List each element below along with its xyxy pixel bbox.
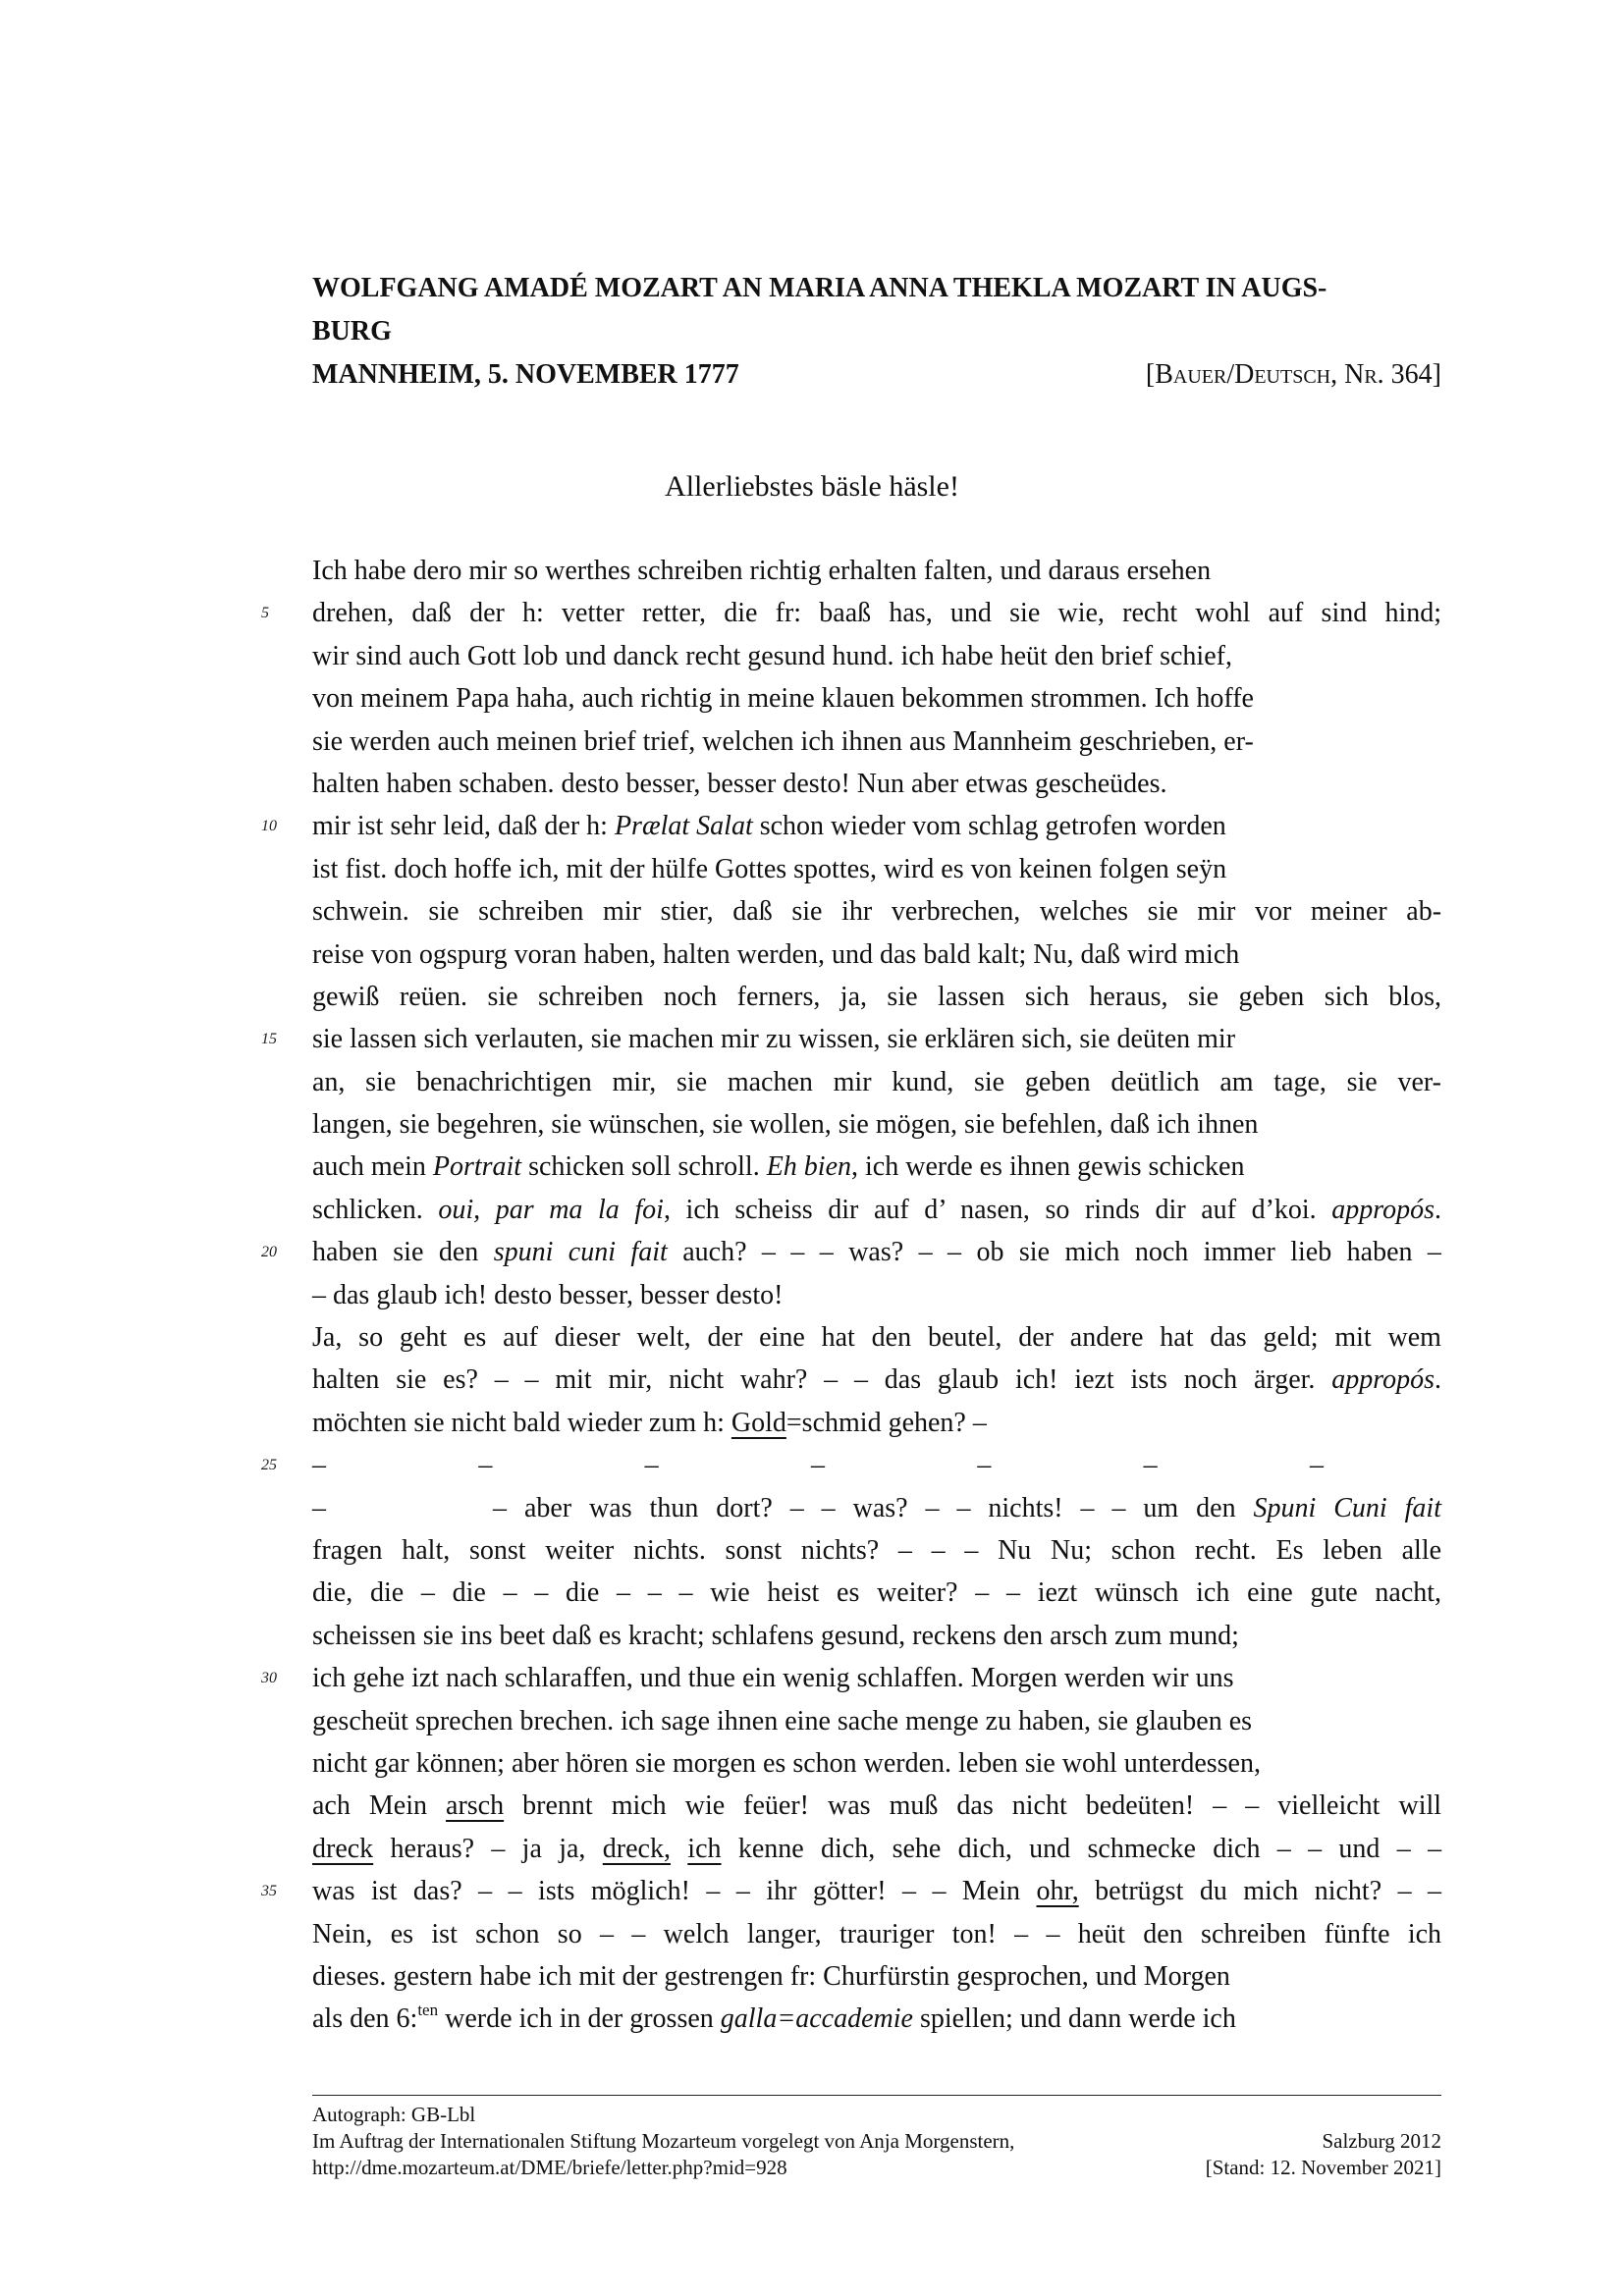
line-text: haben sie den bbox=[312, 1237, 494, 1268]
line-text: gewiß reüen. sie schreiben noch ferners, ja, sie lassen sich heraus, sie geben sich blos, bbox=[312, 981, 1441, 1012]
line-number: 15 bbox=[261, 1031, 277, 1048]
commission-note: Im Auftrag der Internationalen Stiftung Mozarteum vorgelegt von Anja Morgenstern, bbox=[312, 2129, 1015, 2153]
url-row bbox=[312, 2155, 1441, 2181]
text-line bbox=[312, 1785, 1441, 1827]
line-text: die, die – die – – die – – – wie heist es weiter? – – iezt wünsch ich eine gute nacht, bbox=[312, 1577, 1442, 1609]
line-text: dieses. gestern habe ich mit der gestrengen fr: Churfürstin gesprochen, und Morgen bbox=[312, 1960, 1230, 1992]
dash: – bbox=[644, 1450, 659, 1481]
line-text: Ich habe dero mir so werthes schreiben richtig erhalten falten, und daraus ersehen bbox=[312, 556, 1212, 586]
text-line bbox=[312, 1487, 1441, 1529]
italic-text: oui, par ma la foi bbox=[438, 1194, 664, 1225]
line-text: Nein, es ist schon so – – welch langer, trauriger ton! – – heüt den schreiben fünfte ich bbox=[312, 1918, 1442, 1949]
text-line bbox=[261, 1870, 1442, 1912]
text-line bbox=[312, 1189, 1441, 1231]
line-content bbox=[312, 890, 1441, 933]
line-content bbox=[312, 1870, 1441, 1912]
line-content bbox=[312, 1487, 1441, 1529]
commission-row bbox=[312, 2128, 1441, 2155]
text-line bbox=[312, 1615, 1441, 1657]
line-content bbox=[312, 1529, 1441, 1572]
text-line bbox=[312, 1402, 1441, 1444]
line-text: nicht gar können; aber hören sie morgen es schon werden. leben sie wohl unterdessen, bbox=[312, 1747, 1261, 1779]
line-text: fragen halt, sonst weiter nichts. sonst nichts? – – – Nu Nu; schon recht. Es leben alle bbox=[312, 1534, 1442, 1566]
letter-meta bbox=[312, 353, 1441, 397]
underlined-text: dreck, bbox=[602, 1833, 671, 1864]
line-text: halten haben schaben. desto besser, besser desto! Nun aber etwas gescheüdes. bbox=[312, 768, 1167, 799]
autograph-note: Autograph: GB-Lbl bbox=[312, 2103, 476, 2126]
line-text: als den 6: bbox=[312, 2003, 418, 2035]
line-text: brennt mich wie feüer! was muß das nicht bedeüten! – – vielleicht will bbox=[504, 1790, 1442, 1822]
line-text: wir sind auch Gott lob und danck recht gesund hund. ich habe heüt den brief schief, bbox=[312, 640, 1232, 671]
line-text: kenne dich, sehe dich, und schmecke dich – – und – – bbox=[721, 1833, 1442, 1864]
text-line bbox=[312, 1274, 1441, 1316]
text-line bbox=[312, 1955, 1441, 1998]
text-line bbox=[261, 1657, 1441, 1699]
line-text: ich gehe izt nach schlaraffen, und thue ein wenig schlaffen. Morgen werden wir uns bbox=[312, 1663, 1234, 1694]
line-content bbox=[312, 1742, 1261, 1785]
line-content bbox=[312, 1231, 1441, 1273]
text-line bbox=[261, 592, 1442, 634]
line-content bbox=[312, 677, 1254, 720]
dash: – bbox=[1309, 1450, 1324, 1481]
line-content bbox=[312, 1615, 1239, 1657]
letter-title-line-1: WOLFGANG AMADÉ MOZART AN MARIA ANNA THEKLA MOZART IN AUGS- bbox=[312, 273, 1327, 303]
line-text: spiellen; und dann werde ich bbox=[912, 2003, 1236, 2035]
place-year: Salzburg 2012 bbox=[1322, 2129, 1441, 2153]
underlined-text: ohr, bbox=[1036, 1876, 1079, 1907]
dash: – bbox=[312, 1450, 326, 1481]
source-url[interactable]: http://dme.mozarteum.at/DME/briefe/letter.php?mid=928 bbox=[312, 2156, 787, 2179]
line-content bbox=[312, 976, 1441, 1018]
line-content bbox=[312, 550, 1211, 592]
text-line bbox=[261, 1231, 1441, 1273]
line-content bbox=[312, 1955, 1230, 1998]
italic-text: Eh bien bbox=[766, 1151, 852, 1183]
line-content bbox=[312, 1316, 1441, 1359]
line-text: . bbox=[1435, 1364, 1441, 1396]
italic-text: appropós bbox=[1331, 1364, 1435, 1396]
line-content bbox=[312, 721, 1254, 763]
text-line bbox=[312, 677, 1441, 720]
text-line bbox=[312, 976, 1441, 1018]
dash: – bbox=[977, 1450, 992, 1481]
line-number: 30 bbox=[261, 1670, 277, 1687]
text-line bbox=[312, 635, 1441, 677]
line-content bbox=[312, 1913, 1441, 1955]
line-content bbox=[312, 1657, 1233, 1699]
status-date: [Stand: 12. November 2021] bbox=[1205, 2156, 1441, 2179]
letter-title-line-2: BURG bbox=[312, 316, 392, 347]
italic-text: spuni cuni fait bbox=[493, 1237, 668, 1268]
line-content bbox=[312, 1700, 1252, 1742]
line-text: scheissen sie ins beet daß es kracht; schlafens gesund, reckens den arsch zum mund; bbox=[312, 1620, 1239, 1651]
text-line bbox=[312, 1061, 1441, 1103]
text-line bbox=[261, 805, 1441, 847]
line-text: , ich werde es ihnen gewis schicken bbox=[851, 1151, 1245, 1183]
text-line bbox=[312, 1146, 1441, 1188]
italic-text: Prælat Salat bbox=[614, 811, 753, 842]
footer-divider bbox=[312, 2095, 1441, 2096]
line-text: auch? – – – was? – – ob sie mich noch immer lieb haben – bbox=[667, 1237, 1441, 1268]
line-content bbox=[312, 1061, 1441, 1103]
line-content bbox=[312, 1189, 1441, 1231]
line-text: ach Mein bbox=[312, 1790, 447, 1822]
line-content bbox=[312, 1828, 1441, 1870]
line-text: von meinem Papa haha, auch richtig in meine klauen bekommen strommen. Ich hoffe bbox=[312, 683, 1254, 715]
line-text: ist fist. doch hoffe ich, mit der hülfe Gottes spottes, wird es von keinen folgen seÿn bbox=[312, 853, 1227, 884]
line-content bbox=[312, 763, 1166, 805]
line-number: 25 bbox=[261, 1457, 277, 1474]
bauer-deutsch-reference: [Bauer/Deutsch, Nr. 364] bbox=[1145, 359, 1441, 390]
text-line bbox=[312, 1998, 1441, 2040]
text-line bbox=[261, 1018, 1441, 1060]
line-text: halten sie es? – – mit mir, nicht wahr? – – das glaub ich! iezt ists noch ärger. bbox=[312, 1364, 1332, 1396]
line-content bbox=[312, 934, 1239, 976]
line-text: schwein. sie schreiben mir stier, daß sie ihr verbrechen, welches sie mir vor meiner ab- bbox=[312, 896, 1442, 928]
place-date: MANNHEIM, 5. NOVEMBER 1777 bbox=[312, 359, 739, 390]
dash: – bbox=[1143, 1450, 1158, 1481]
text-line bbox=[312, 1529, 1441, 1572]
text-line bbox=[312, 1700, 1441, 1742]
underlined-text: dreck bbox=[312, 1833, 374, 1864]
line-text: schon wieder vom schlag getrofen worden bbox=[752, 811, 1226, 842]
line-content bbox=[312, 1572, 1441, 1614]
line-text: , ich scheiss dir auf d’ nasen, so rinds dir auf d’koi. bbox=[663, 1194, 1332, 1225]
text-line bbox=[261, 1444, 1441, 1486]
text-line bbox=[312, 1742, 1441, 1785]
dash: – bbox=[478, 1450, 493, 1481]
salutation: Allerliebstes bäsle häsle! bbox=[665, 470, 959, 503]
underlined-text: arsch bbox=[446, 1790, 505, 1822]
line-text: was ist das? – – ists möglich! – – ihr götter! – – Mein bbox=[312, 1876, 1037, 1907]
line-text: sie werden auch meinen brief trief, welchen ich ihnen aus Mannheim geschrieben, er- bbox=[312, 725, 1254, 757]
text-line bbox=[312, 1103, 1441, 1146]
text-line bbox=[312, 1828, 1441, 1870]
line-content bbox=[312, 592, 1441, 634]
line-text: schlicken. bbox=[312, 1194, 439, 1225]
line-text: werde ich in der grossen bbox=[438, 2003, 721, 2035]
text-line bbox=[312, 934, 1441, 976]
underlined-text: ich bbox=[687, 1833, 722, 1864]
italic-text: appropós bbox=[1331, 1194, 1435, 1225]
letter-body bbox=[261, 550, 1442, 2041]
underlined-text: Gold bbox=[731, 1407, 786, 1438]
dash-row bbox=[312, 1444, 1324, 1486]
line-content bbox=[312, 635, 1232, 677]
text-line bbox=[312, 763, 1441, 805]
text-line bbox=[312, 1913, 1441, 1955]
line-content bbox=[312, 1274, 783, 1316]
dash: – bbox=[810, 1450, 825, 1481]
line-content bbox=[312, 1018, 1235, 1060]
line-number: 5 bbox=[261, 605, 269, 622]
superscript: ten bbox=[417, 2001, 439, 2020]
text-line bbox=[312, 721, 1441, 763]
italic-text: Spuni Cuni fait bbox=[1253, 1492, 1441, 1523]
line-content bbox=[312, 1103, 1258, 1146]
line-text: – aber was thun dort? – – was? – – nichts! – – um den bbox=[493, 1492, 1254, 1523]
line-content bbox=[312, 1146, 1244, 1188]
line-number: 20 bbox=[261, 1244, 277, 1261]
text-line bbox=[312, 1572, 1441, 1614]
line-number: 35 bbox=[261, 1883, 277, 1900]
page-footer bbox=[312, 2095, 1441, 2181]
line-text: langen, sie begehren, sie wünschen, sie wollen, sie mögen, sie befehlen, daß ich ihnen bbox=[312, 1109, 1259, 1141]
line-text: – das glaub ich! desto besser, besser desto! bbox=[312, 1279, 784, 1310]
line-text: sie lassen sich verlauten, sie machen mir zu wissen, sie erklären sich, sie deüten mir bbox=[312, 1024, 1236, 1055]
line-text: möchten sie nicht bald wieder zum h: bbox=[312, 1407, 731, 1438]
line-text: reise von ogspurg voran haben, halten werden, und das bald kalt; Nu, daß wird mich bbox=[312, 938, 1240, 970]
text-line bbox=[312, 848, 1441, 890]
line-text: =schmid gehen? – bbox=[785, 1407, 987, 1438]
letter-title bbox=[312, 267, 1441, 353]
line-content bbox=[312, 1359, 1441, 1401]
italic-text: galla=accademie bbox=[720, 2003, 913, 2035]
line-text: . bbox=[1435, 1194, 1442, 1225]
line-text: heraus? – ja ja, bbox=[373, 1833, 603, 1864]
line-content bbox=[312, 1785, 1441, 1827]
line-text: – bbox=[312, 1492, 326, 1523]
line-content bbox=[312, 1402, 987, 1444]
line-content bbox=[312, 805, 1226, 847]
line-text: schicken soll schroll. bbox=[521, 1151, 767, 1183]
letter-header bbox=[312, 267, 1441, 397]
line-text: an, sie benachrichtigen mir, sie machen mir kund, sie geben deütlich am tage, sie ver- bbox=[312, 1066, 1441, 1097]
line-text: Ja, so geht es auf dieser welt, der eine hat den beutel, der andere hat das geld; mit wem bbox=[312, 1322, 1441, 1354]
text-line bbox=[312, 890, 1441, 933]
text-line bbox=[312, 550, 1441, 592]
text-line bbox=[312, 1359, 1441, 1401]
text-line bbox=[312, 1316, 1441, 1359]
line-text bbox=[671, 1834, 687, 1864]
line-text: auch mein bbox=[312, 1151, 433, 1183]
line-text: gescheüt sprechen brechen. ich sage ihnen eine sache menge zu haben, sie glauben es bbox=[312, 1705, 1253, 1736]
line-content bbox=[312, 1998, 1236, 2040]
line-text: drehen, daß der h: vetter retter, die fr: baaß has, und sie wie, recht wohl auf sind hind; bbox=[312, 598, 1442, 629]
line-number: 10 bbox=[261, 818, 277, 835]
italic-text: Portrait bbox=[432, 1151, 522, 1183]
line-text: mir ist sehr leid, daß der h: bbox=[312, 811, 615, 842]
line-content bbox=[312, 848, 1226, 890]
line-text: betrügst du mich nicht? – – bbox=[1078, 1876, 1442, 1907]
